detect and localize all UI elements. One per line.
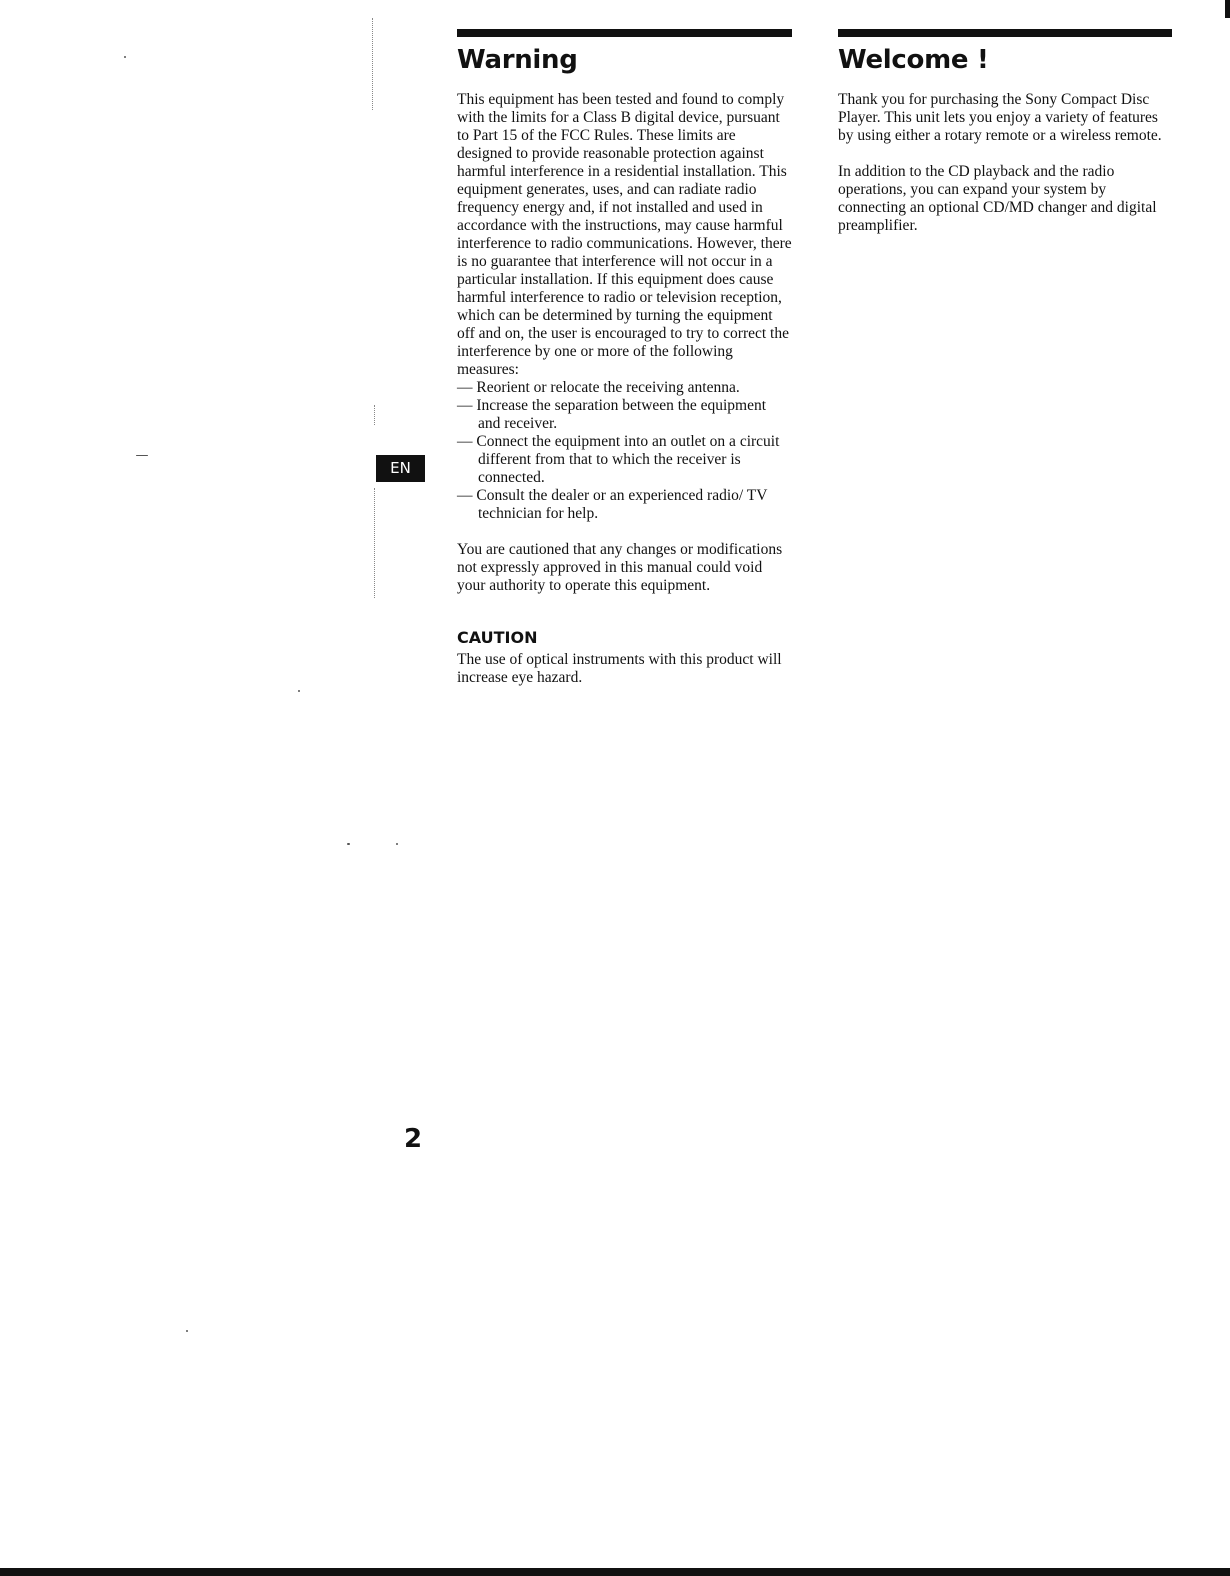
scan-speck bbox=[186, 1330, 188, 1332]
warning-paragraph-fcc: This equipment has been tested and found to comply with the limits for a Class B digital device, pursuant to Part 15 of the FCC Rules. These limits are designed to provide reasonable protection against harmful interference in a residential installation. This equipment generates, uses, and can radiate radio frequency energy and, if not installed and used in accordance with the instructions, may cause harmful interference to radio communications. However, there is no guarantee that interference will not occur in a particular installation. If this equipment does cause harmful interference to radio or television reception, which can be determined by turning the equipment off and on, the user is encouraged to try to correct the interference by one or more of the following measures: bbox=[457, 91, 792, 378]
scan-bottom-edge bbox=[0, 1568, 1230, 1576]
welcome-heading: Welcome ! bbox=[838, 45, 989, 75]
scan-dotted-line bbox=[374, 405, 375, 425]
caution-heading: CAUTION bbox=[457, 628, 538, 647]
page-number: 2 bbox=[404, 1124, 423, 1154]
caution-text: The use of optical instruments with this product will increase eye hazard. bbox=[457, 651, 782, 686]
section-rule bbox=[838, 29, 1172, 37]
scan-speck bbox=[124, 56, 126, 58]
scan-edge-mark bbox=[1225, 0, 1230, 18]
list-item: — Increase the separation between the equipment and receiver. bbox=[457, 397, 767, 432]
welcome-section bbox=[838, 29, 1172, 235]
list-item: — Reorient or relocate the receiving antenna. bbox=[457, 379, 740, 396]
caution-block bbox=[457, 627, 792, 687]
scan-speck bbox=[298, 690, 300, 692]
list-item: — Connect the equipment into an outlet on a circuit different from that to which the receiver is connected. bbox=[457, 433, 780, 486]
scan-dotted-line bbox=[372, 18, 373, 110]
warning-section bbox=[457, 29, 792, 687]
list-item: — Consult the dealer or an experienced radio/ TV technician for help. bbox=[457, 487, 768, 522]
scan-speck bbox=[396, 843, 398, 845]
warning-paragraph-modifications: You are cautioned that any changes or modifications not expressly approved in this manual could void your authority to operate this equipment. bbox=[457, 541, 783, 594]
warning-heading: Warning bbox=[457, 45, 578, 75]
welcome-paragraph-thanks: Thank you for purchasing the Sony Compact Disc Player. This unit lets you enjoy a variety of features by using either a rotary remote or a wireless remote. bbox=[838, 91, 1162, 144]
language-tab: EN bbox=[376, 455, 425, 482]
scan-dotted-line bbox=[374, 488, 375, 598]
measures-list bbox=[457, 379, 792, 523]
scan-speck bbox=[347, 843, 350, 845]
section-rule bbox=[457, 29, 792, 37]
welcome-paragraph-features: In addition to the CD playback and the radio operations, you can expand your system by connecting an optional CD/MD changer and digital preamplifier. bbox=[838, 163, 1157, 234]
scan-speck bbox=[136, 455, 148, 456]
